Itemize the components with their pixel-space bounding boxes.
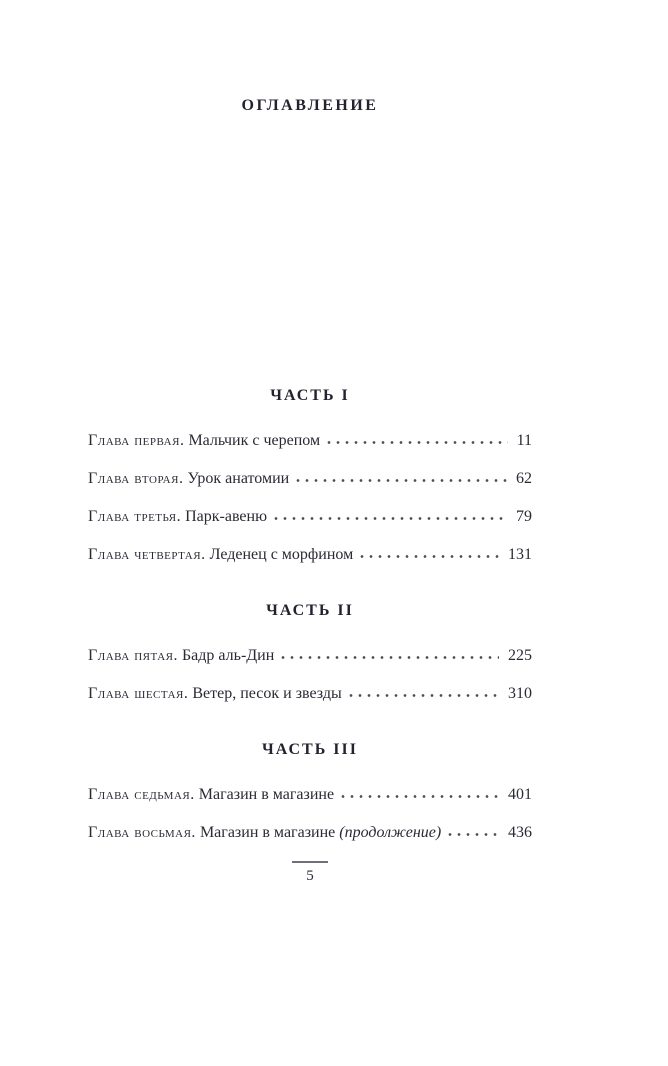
entry-title: Мальчик с черепом [188, 432, 321, 449]
page-ref: 62 [516, 470, 532, 487]
toc-entry [88, 507, 532, 527]
entry-title: Ветер, песок и звезды [192, 685, 342, 702]
toc-entry [88, 785, 532, 805]
toc-entry [88, 823, 532, 843]
chapter-label: Глава шестая. [88, 685, 189, 702]
dot-leader [296, 478, 507, 483]
page-ref: 225 [508, 647, 532, 664]
chapter-label: Глава первая. [88, 432, 185, 449]
entry-title: Парк-авеню [185, 508, 268, 525]
entry-title: Бадр аль-Дин [181, 647, 275, 664]
page-number: 5 [306, 868, 314, 884]
toc-entry [88, 646, 532, 666]
entry-title: Урок анатомии [187, 470, 290, 487]
entry-title: Магазин в магазине [199, 824, 336, 841]
toc-section-1 [88, 386, 532, 565]
entry-note: (продолжение) [339, 824, 442, 841]
toc-entry [88, 684, 532, 704]
toc-entry [88, 431, 532, 451]
chapter-label: Глава четвертая. [88, 546, 206, 563]
dot-leader [360, 554, 499, 559]
section-heading: ЧАСТЬ III [262, 741, 358, 758]
page-footer [88, 861, 532, 885]
dot-leader [448, 832, 499, 837]
entry-title: Леденец с морфином [209, 546, 354, 563]
dot-leader [349, 693, 499, 698]
page-ref: 436 [508, 824, 532, 841]
chapter-label: Глава пятая. [88, 647, 178, 664]
dot-leader [341, 794, 499, 799]
footer-rule [292, 861, 328, 863]
page-ref: 79 [516, 508, 532, 525]
toc-section-2 [88, 601, 532, 704]
dot-leader [274, 516, 507, 521]
page-ref: 131 [508, 546, 532, 563]
page-title: ОГЛАВЛЕНИЕ [241, 97, 379, 114]
toc-entry [88, 469, 532, 489]
chapter-label: Глава третья. [88, 508, 182, 525]
section-heading: ЧАСТЬ II [266, 602, 354, 619]
page-ref: 11 [516, 432, 532, 449]
toc-entry [88, 545, 532, 565]
page-ref: 310 [508, 685, 532, 702]
chapter-label: Глава седьмая. [88, 786, 195, 803]
toc-page [88, 96, 532, 885]
dot-leader [281, 655, 499, 660]
section-heading: ЧАСТЬ I [270, 387, 350, 404]
chapter-label: Глава восьмая. [88, 824, 196, 841]
entry-title: Магазин в магазине [198, 786, 335, 803]
dot-leader [327, 440, 507, 445]
toc-section-3 [88, 740, 532, 843]
page-ref: 401 [508, 786, 532, 803]
chapter-label: Глава вторая. [88, 470, 184, 487]
